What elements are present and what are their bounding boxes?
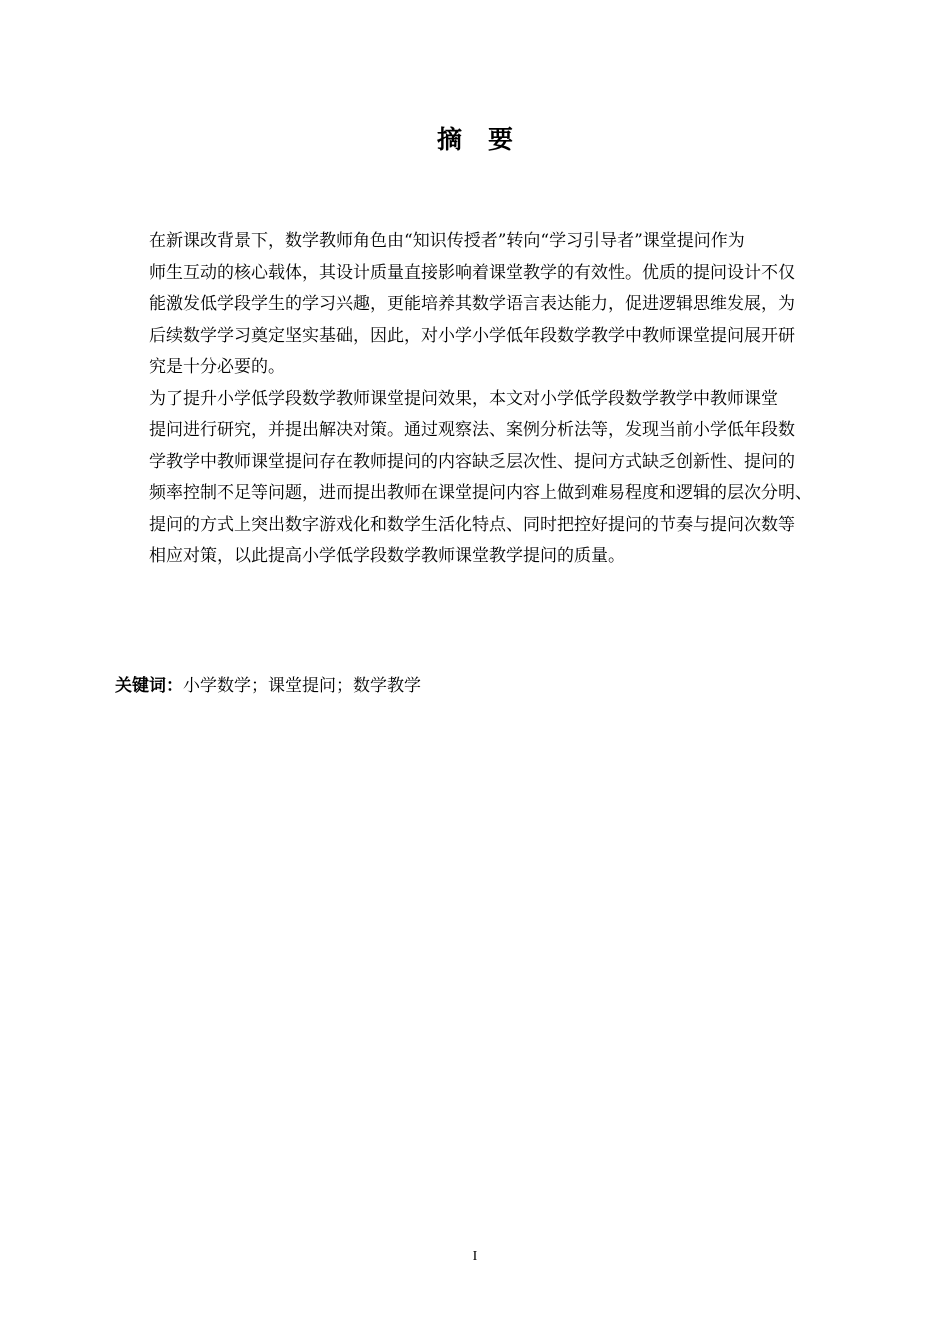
abstract-body [115, 226, 855, 573]
paragraph-line: 相应对策，以此提高小学低学段数学教师课堂教学提问的质量。 [149, 546, 625, 566]
abstract-paragraph-1 [115, 226, 855, 384]
keywords [115, 672, 421, 700]
paragraph-line: 后续数学学习奠定坚实基础，因此，对小学小学低年段数学教学中教师课堂提问展开研 [149, 325, 795, 346]
paragraph-line: 能激发低学段学生的学习兴趣，更能培养其数学语言表达能力，促进逻辑思维发展，为 [149, 294, 795, 314]
page-number: I [472, 1249, 478, 1264]
paragraph-line: 频率控制不足等问题，进而提出教师在课堂提问内容上做到难易程度和逻辑的层次分明、 [149, 483, 812, 503]
keywords-label: 关键词： [115, 676, 183, 696]
paragraph-line: 为了提升小学低学段数学教师课堂提问效果，本文对小学低学段数学教学中教师课堂 [149, 388, 778, 409]
paragraph-line: 究是十分必要的。 [149, 357, 285, 377]
paragraph-line: 在新课改背景下，数学教师角色由“知识传授者”转向“学习引导者”课堂提问作为 [149, 231, 745, 251]
paragraph-line: 师生互动的核心载体，其设计质量直接影响着课堂教学的有效性。优质的提问设计不仅 [149, 262, 795, 283]
paragraph-line: 提问进行研究，并提出解决对策。通过观察法、案例分析法等，发现当前小学低年段数 [149, 420, 795, 440]
abstract-paragraph-2 [115, 384, 855, 573]
paragraph-line: 提问的方式上突出数字游戏化和数学生活化特点、同时把控好提问的节奏与提问次数等 [149, 514, 795, 535]
page-title: 摘要 [436, 125, 539, 154]
paragraph-line: 学教学中教师课堂提问存在教师提问的内容缺乏层次性、提问方式缺乏创新性、提问的 [149, 451, 795, 472]
keywords-value: 小学数学；课堂提问；数学教学 [183, 676, 421, 696]
